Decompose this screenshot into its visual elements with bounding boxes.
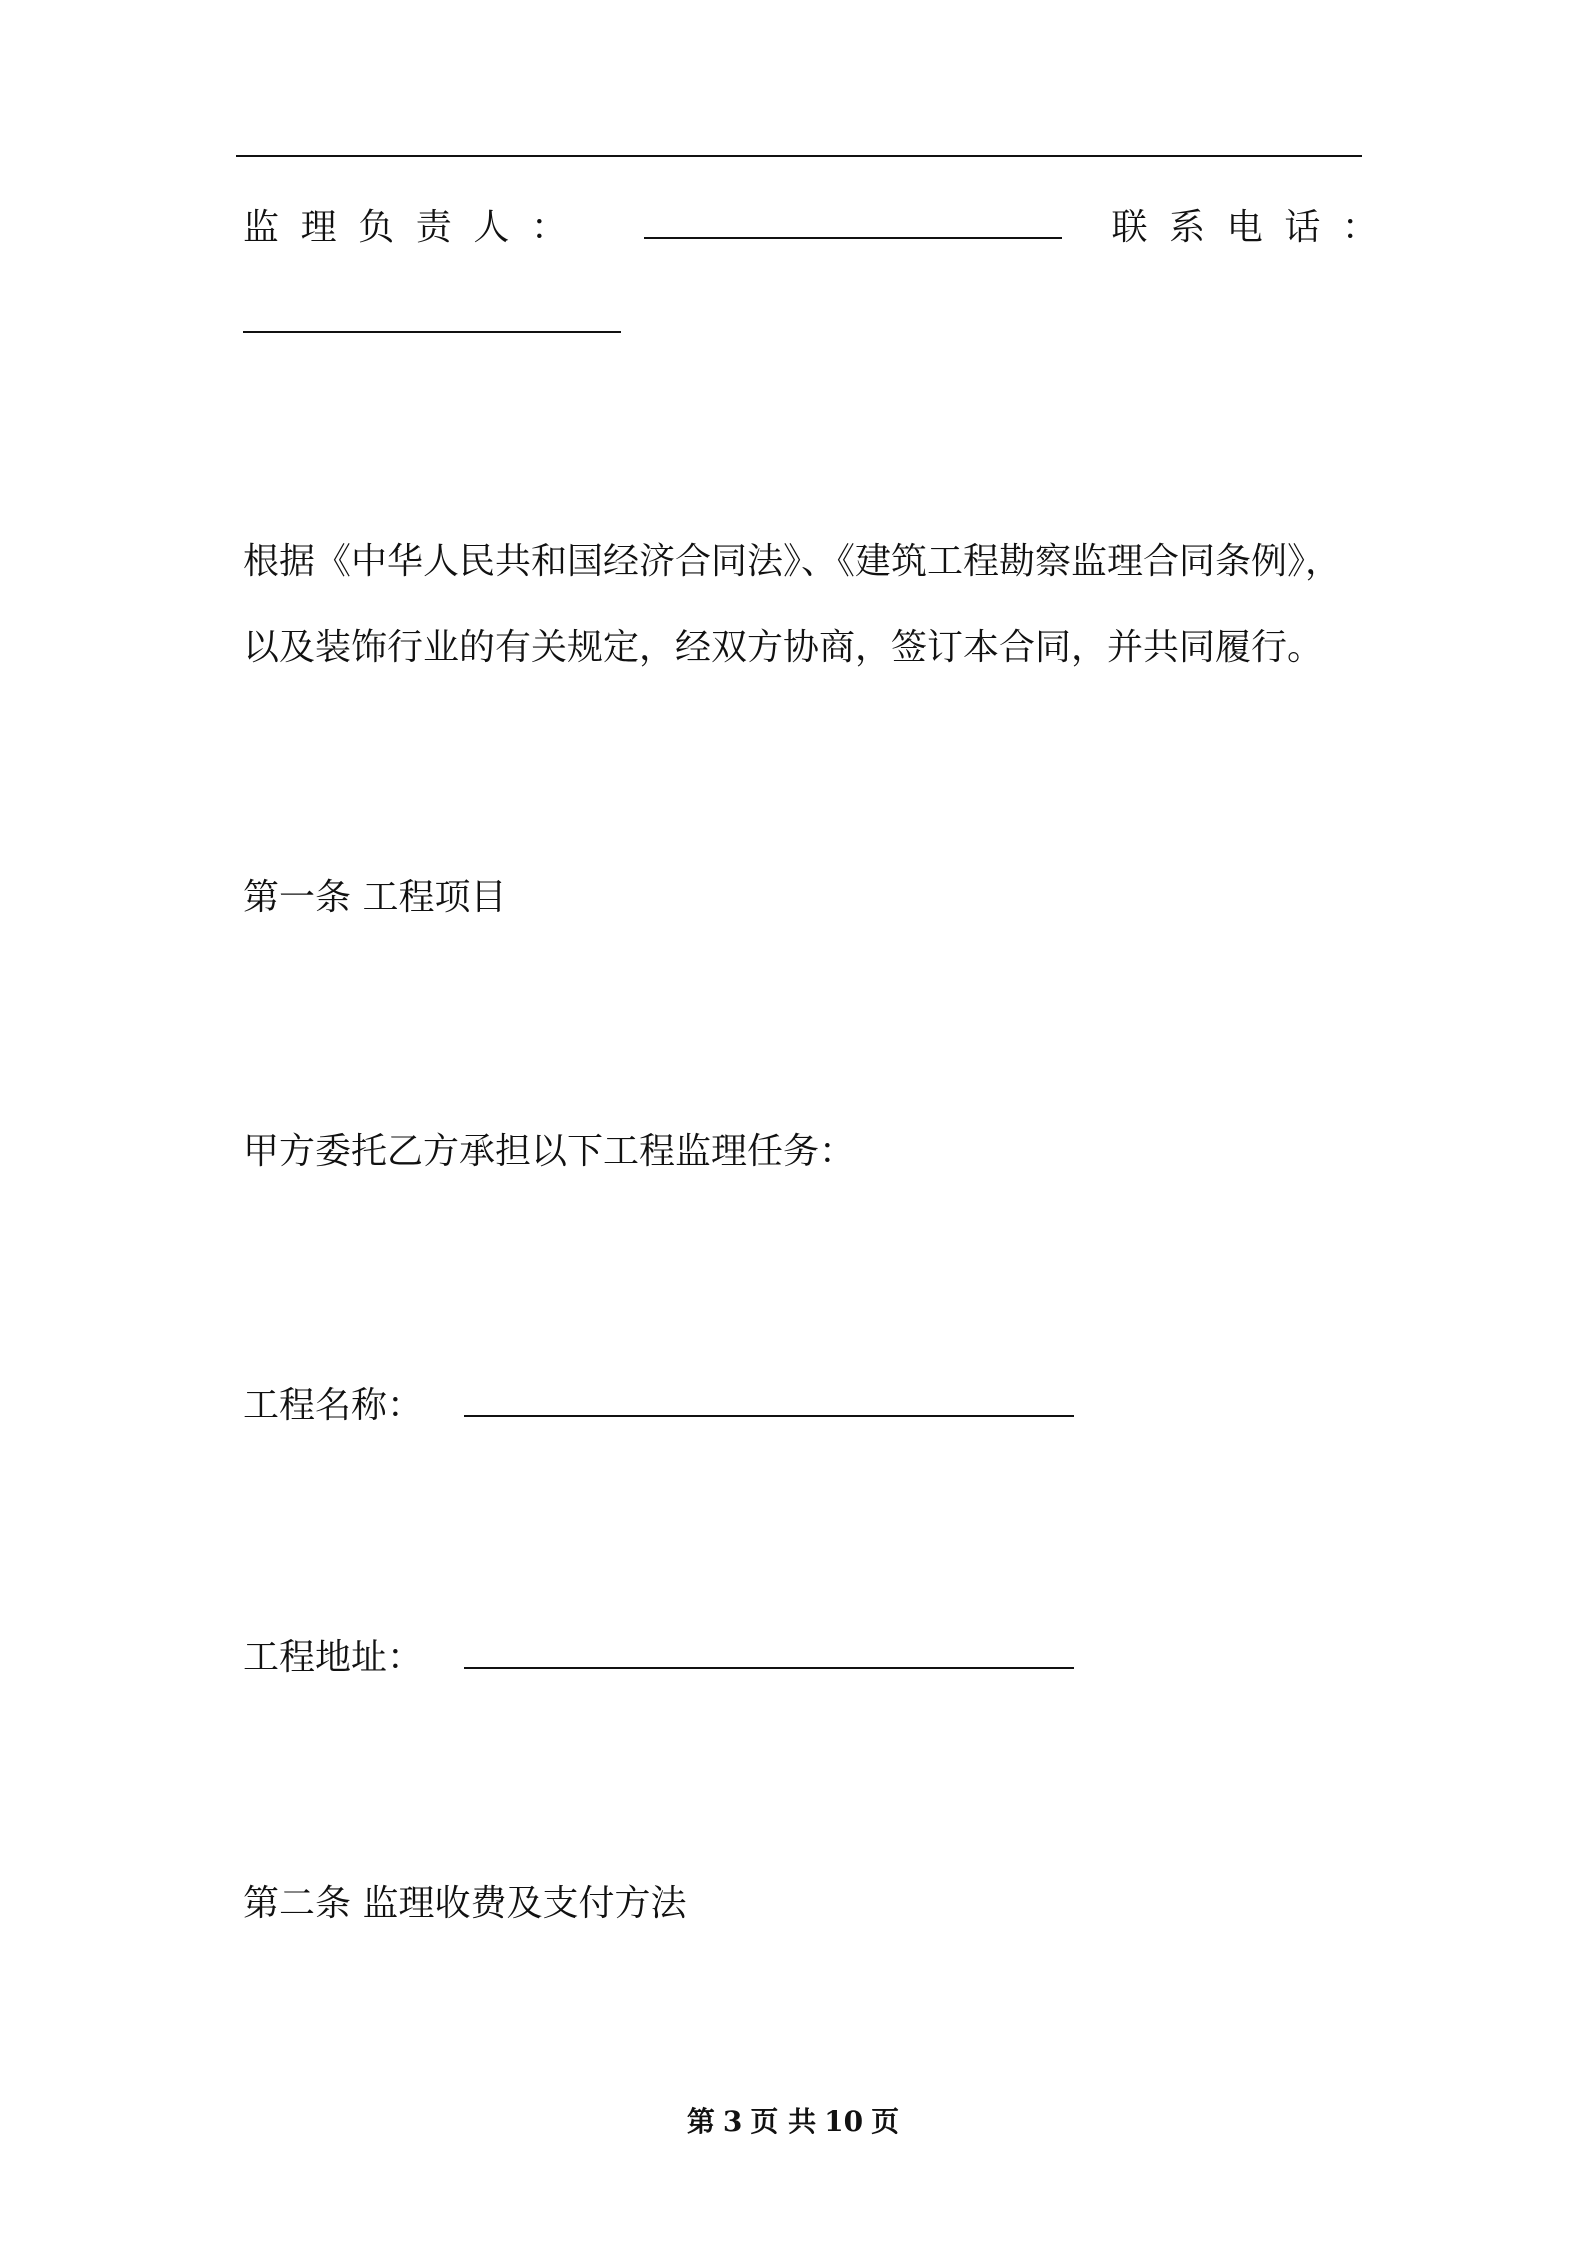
page-current: 3 (722, 2105, 743, 2138)
page-number (0, 2100, 1586, 2140)
article2-title: 第二条 监理收费及支付方法 (243, 1883, 687, 1924)
entrust-text: 甲方委托乙方承担以下工程监理任务： (243, 1131, 856, 1172)
article1-title: 第一条 工程项目 (243, 877, 507, 918)
phone-line (243, 300, 621, 344)
phone-label: 联系电话： (1111, 207, 1400, 248)
phone-blank[interactable] (243, 301, 621, 333)
header-rule (236, 155, 1362, 157)
project-name-label: 工程名称： (243, 1385, 424, 1426)
page-suffix: 页 (871, 2105, 900, 2138)
supervisor-line (243, 206, 1400, 250)
page-mid: 页 共 (750, 2105, 817, 2138)
supervisor-blank[interactable] (644, 207, 1062, 239)
project-name-line (243, 1384, 1074, 1428)
supervisor-label: 监理负责人： (243, 207, 589, 248)
project-name-blank[interactable] (464, 1385, 1074, 1417)
project-address-line (243, 1636, 1074, 1680)
project-address-blank[interactable] (464, 1637, 1074, 1669)
project-address-label: 工程地址： (243, 1637, 424, 1678)
page-total: 10 (824, 2105, 864, 2138)
page-prefix: 第 (686, 2105, 715, 2138)
intro-line-1: 根据《中华人民共和国经济合同法》、《建筑工程勘察监理合同条例》， (243, 541, 1342, 582)
intro-line-2: 以及装饰行业的有关规定，经双方协商，签订本合同，并共同履行。 (243, 627, 1324, 668)
